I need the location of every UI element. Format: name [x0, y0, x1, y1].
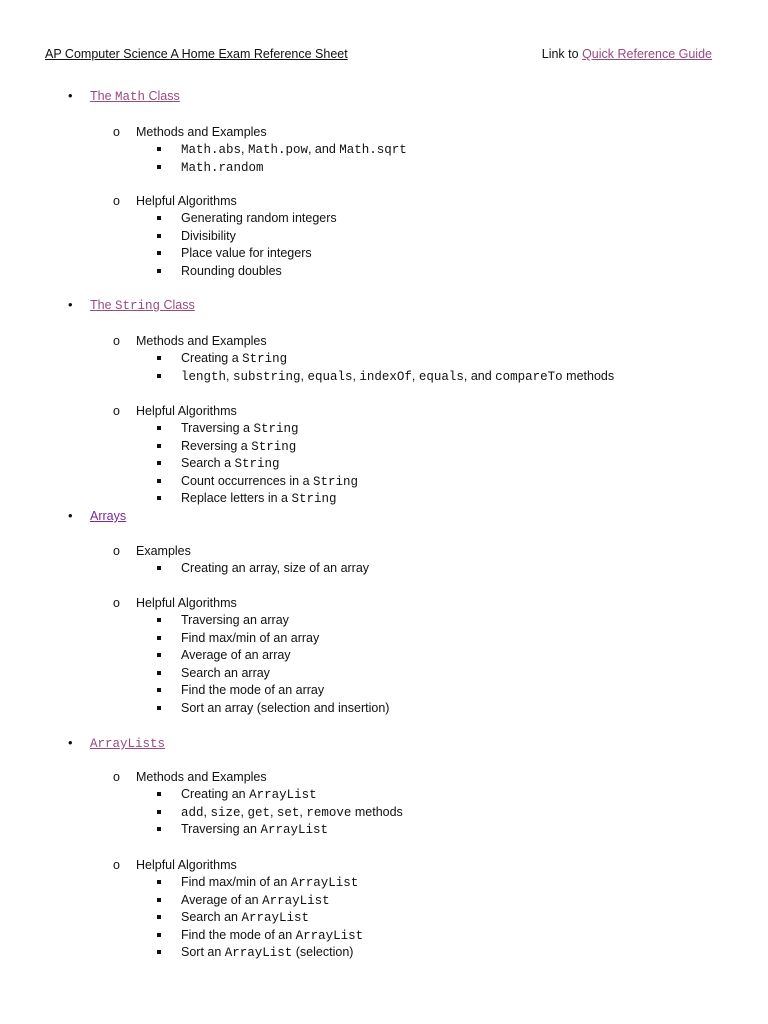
code-text: length — [181, 369, 227, 384]
quick-reference-guide-link[interactable]: Quick Reference Guide — [582, 47, 712, 61]
square-bullet-icon — [157, 653, 161, 657]
list-item-text — [181, 805, 403, 820]
square-bullet-icon — [157, 950, 161, 954]
square-bullet-icon — [157, 618, 161, 622]
list-item-text — [181, 561, 369, 575]
square-bullet-icon — [157, 671, 161, 675]
code-text: ArrayList — [260, 823, 328, 837]
list-item-text — [181, 945, 353, 960]
list-item-text — [181, 369, 614, 384]
square-bullet-icon — [157, 479, 161, 483]
circle-bullet-icon: o — [113, 544, 120, 558]
bullet-icon: • — [68, 297, 73, 312]
circle-bullet-icon: o — [113, 770, 120, 784]
subsection-label: Helpful Algorithms — [136, 194, 237, 208]
list-item-text — [181, 142, 407, 157]
list-item-text — [181, 928, 363, 943]
code-text: compareTo — [495, 369, 563, 384]
section-link-arrays[interactable] — [90, 509, 126, 523]
code-text: Math.pow — [247, 143, 308, 157]
square-bullet-icon — [157, 374, 161, 378]
plain-text: , — [411, 368, 419, 383]
list-item-text — [181, 439, 296, 454]
list-item-text — [181, 421, 299, 436]
bullet-icon: • — [68, 88, 73, 103]
square-bullet-icon — [157, 496, 161, 500]
plain-text: , and — [463, 368, 496, 383]
circle-bullet-icon: o — [113, 858, 120, 872]
header — [45, 47, 712, 65]
list-item-text — [181, 491, 337, 506]
section-title-code: String — [115, 299, 161, 313]
plain-text: Find the mode of an — [181, 927, 296, 942]
plain-text: Search a — [181, 456, 235, 470]
code-text: ArrayList — [262, 893, 330, 908]
subsection-label: Helpful Algorithms — [136, 404, 237, 418]
square-bullet-icon — [157, 426, 161, 430]
plain-text: Sort an array (selection and insertion) — [181, 700, 390, 715]
plain-text: Creating a — [181, 351, 243, 365]
plain-text: Place value for integers — [181, 246, 312, 260]
list-item-text — [181, 631, 319, 645]
code-text: String — [253, 422, 299, 436]
code-text: String — [291, 492, 337, 506]
bullet-icon: • — [68, 735, 73, 750]
list-item-text — [181, 211, 337, 225]
plain-text: Rounding doubles — [181, 263, 282, 278]
subsection-label: Methods and Examples — [136, 770, 267, 784]
subsection-label: Methods and Examples — [136, 334, 267, 348]
section-link-math-class[interactable] — [90, 89, 180, 104]
code-text: ArrayList — [224, 946, 293, 960]
plain-text: Find the mode of an array — [181, 683, 325, 697]
subsection-label: Methods and Examples — [136, 125, 267, 139]
circle-bullet-icon: o — [113, 404, 120, 418]
plain-text: Reversing a — [181, 438, 252, 453]
code-text: String — [313, 474, 359, 489]
square-bullet-icon — [157, 147, 161, 151]
code-text: ArrayList — [241, 911, 309, 925]
bullet-icon: • — [68, 508, 73, 523]
plain-text: Generating random integers — [181, 211, 337, 225]
plain-text: Count occurrences in a — [181, 473, 314, 488]
plain-text: Divisibility — [181, 228, 236, 243]
list-item-text — [181, 264, 282, 278]
list-item-text — [181, 875, 358, 890]
list-item-text — [181, 474, 358, 489]
square-bullet-icon — [157, 915, 161, 919]
plain-text: Creating an array, size of an array — [181, 561, 370, 575]
subsection-label: Helpful Algorithms — [136, 858, 237, 872]
list-item-text — [181, 822, 328, 837]
code-text: remove — [306, 805, 352, 820]
section-title-text: Class — [160, 298, 195, 312]
code-text: equals — [307, 369, 353, 384]
code-text: indexOf — [359, 369, 412, 384]
code-text: get — [247, 805, 270, 820]
section-link-arraylists[interactable] — [90, 736, 165, 751]
link-prefix: Link to — [541, 47, 583, 61]
square-bullet-icon — [157, 165, 161, 169]
code-text: substring — [232, 369, 301, 384]
plain-text: methods — [351, 804, 403, 819]
section-title-text: Arrays — [90, 509, 127, 523]
plain-text: , — [226, 368, 233, 383]
subsection-label: Helpful Algorithms — [136, 596, 237, 610]
square-bullet-icon — [157, 933, 161, 937]
square-bullet-icon — [157, 216, 161, 220]
code-text: equals — [418, 369, 464, 384]
list-item-text — [181, 246, 312, 260]
square-bullet-icon — [157, 444, 161, 448]
square-bullet-icon — [157, 461, 161, 465]
plain-text: Average of an array — [181, 648, 291, 662]
square-bullet-icon — [157, 688, 161, 692]
plain-text: , — [300, 368, 308, 383]
list-item-text — [181, 893, 330, 908]
plain-text: Creating an — [181, 787, 250, 801]
code-text: String — [242, 352, 288, 366]
code-text: String — [234, 457, 280, 471]
list-item-text — [181, 666, 270, 680]
code-text: ArrayList — [249, 788, 317, 802]
code-text: set — [276, 805, 300, 820]
list-item-text — [181, 160, 264, 175]
square-bullet-icon — [157, 880, 161, 884]
quick-reference-link-line — [542, 47, 712, 61]
code-text: Math.abs — [181, 143, 242, 157]
section-title-text: The — [90, 298, 116, 312]
list-item-text — [181, 351, 287, 366]
list-item-text — [181, 613, 289, 627]
code-text: Math.random — [181, 160, 264, 175]
plain-text: Sort an — [181, 945, 225, 959]
plain-text: (selection) — [292, 945, 354, 959]
section-link-string-class[interactable] — [90, 298, 195, 313]
circle-bullet-icon: o — [113, 334, 120, 348]
square-bullet-icon — [157, 566, 161, 570]
section-title-code: ArrayLists — [90, 737, 166, 751]
list-item-text — [181, 910, 309, 925]
square-bullet-icon — [157, 234, 161, 238]
section-title-text: The — [90, 89, 116, 103]
subsection-label: Examples — [136, 544, 191, 558]
plain-text: , and — [307, 142, 340, 156]
plain-text: Traversing an array — [181, 613, 289, 627]
plain-text: Traversing a — [181, 421, 254, 435]
square-bullet-icon — [157, 251, 161, 255]
section-title-code: Math — [115, 90, 146, 104]
square-bullet-icon — [157, 792, 161, 796]
code-text: String — [251, 439, 297, 454]
plain-text: Search an — [181, 910, 242, 924]
circle-bullet-icon: o — [113, 596, 120, 610]
list-item-text — [181, 683, 324, 697]
plain-text: Find max/min of an array — [181, 630, 320, 645]
plain-text: , — [352, 368, 360, 383]
plain-text: methods — [562, 368, 615, 383]
square-bullet-icon — [157, 269, 161, 273]
list-item-text — [181, 456, 280, 471]
circle-bullet-icon: o — [113, 125, 120, 139]
list-item-text — [181, 229, 236, 243]
code-text: ArrayList — [290, 876, 359, 890]
code-text: ArrayList — [295, 928, 364, 943]
square-bullet-icon — [157, 636, 161, 640]
page-title: AP Computer Science A Home Exam Reference Sheet — [45, 47, 348, 61]
list-item-text — [181, 701, 389, 715]
plain-text: Find max/min of an — [181, 875, 291, 889]
square-bullet-icon — [157, 810, 161, 814]
section-title-text: Class — [145, 89, 180, 103]
plain-text: , — [241, 142, 248, 156]
square-bullet-icon — [157, 356, 161, 360]
list-item-text — [181, 787, 317, 802]
square-bullet-icon — [157, 706, 161, 710]
circle-bullet-icon: o — [113, 194, 120, 208]
code-text: Math.sqrt — [339, 143, 407, 157]
plain-text: , — [203, 804, 211, 819]
plain-text: Average of an — [181, 892, 263, 907]
square-bullet-icon — [157, 827, 161, 831]
code-text: add — [181, 805, 204, 820]
plain-text: , — [299, 804, 307, 819]
plain-text: Replace letters in a — [181, 491, 292, 505]
plain-text: , — [240, 804, 248, 819]
square-bullet-icon — [157, 898, 161, 902]
plain-text: Traversing an — [181, 822, 261, 836]
plain-text: Search an array — [181, 665, 270, 680]
list-item-text — [181, 648, 291, 662]
code-text: size — [210, 805, 241, 820]
plain-text: , — [269, 804, 277, 819]
